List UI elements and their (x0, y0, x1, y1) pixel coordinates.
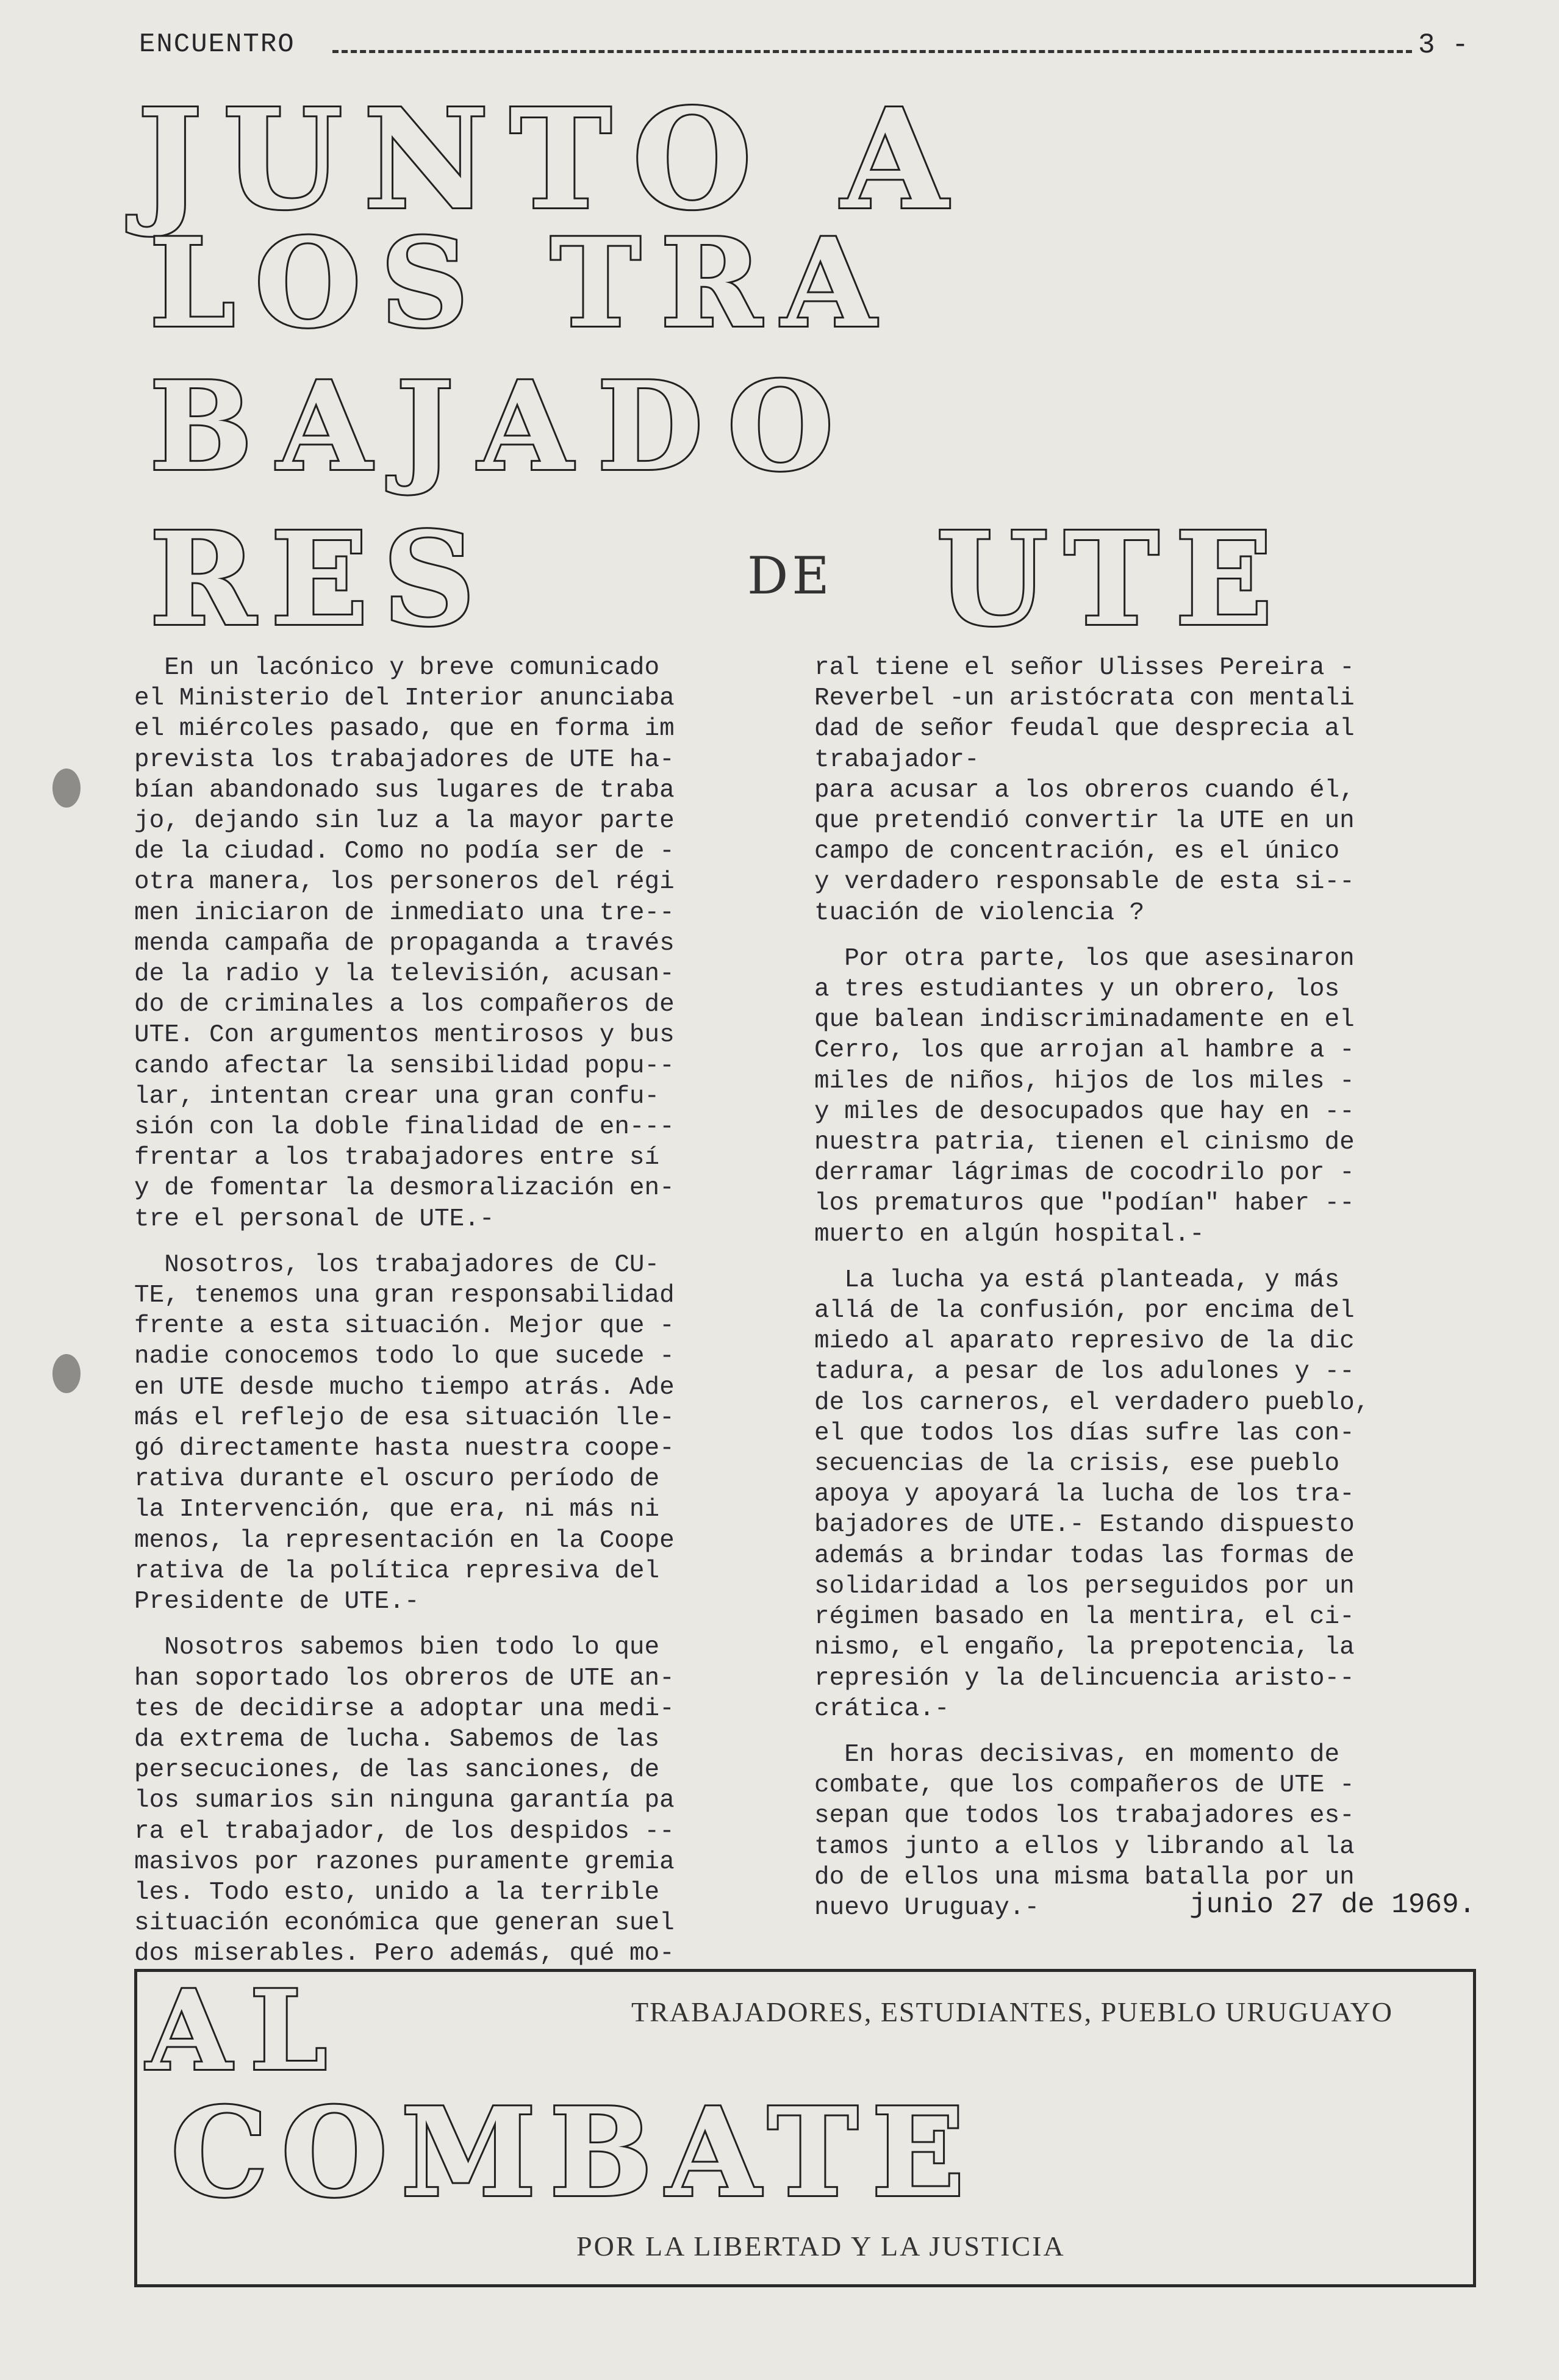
right-paragraph-line: La lucha ya está planteada, y más (814, 1266, 1340, 1294)
right-paragraph-line: nuevo Uruguay.- (814, 1893, 1040, 1922)
left-paragraph-line: frentar a los trabajadores entre sí (134, 1144, 660, 1172)
right-paragraph-line: apoya y apoyará la lucha de los tra- (814, 1480, 1355, 1509)
left-paragraph-line: rativa durante el oscuro período de (134, 1465, 660, 1494)
punch-hole-top (52, 769, 81, 808)
left-paragraph-line: En un lacónico y breve comunicado (134, 654, 660, 682)
left-paragraph-1 (134, 653, 675, 1235)
publication-name: ENCUENTRO (139, 29, 295, 60)
right-paragraph-line: solidaridad a los perseguidos por un (814, 1572, 1355, 1600)
left-paragraph-line: otra manera, los personeros del régi (134, 868, 675, 897)
left-paragraph-2 (134, 1250, 675, 1617)
right-paragraph-line: do de ellos una misma batalla por un (814, 1863, 1355, 1891)
right-paragraph-line: allá de la confusión, por encima del (814, 1297, 1355, 1325)
left-paragraph-line: la Intervención, que era, ni más ni (134, 1496, 660, 1524)
left-paragraph-line: ra el trabajador, de los despidos -- (134, 1817, 675, 1846)
left-paragraph-line: los sumarios sin ninguna garantía pa (134, 1787, 675, 1815)
left-paragraph-line: do de criminales a los compañeros de (134, 991, 675, 1019)
left-paragraph-line: Presidente de UTE.- (134, 1588, 420, 1616)
left-paragraph-line: menos, la representación en la Coope (134, 1526, 675, 1555)
headline-line-4-ute: UTE (936, 504, 1289, 654)
right-paragraph-line: los prematuros que "podían" haber -- (814, 1189, 1355, 1218)
right-paragraph-line: nuestra patria, tienen el cinismo de (814, 1128, 1355, 1157)
headline-line-1: JUNTO A (137, 79, 969, 240)
right-paragraph-line: además a brindar todas las formas de (814, 1541, 1355, 1570)
left-paragraph-line: les. Todo esto, unido a la terrible (134, 1878, 660, 1907)
right-paragraph-line: miedo al aparato represivo de la dic (814, 1327, 1355, 1356)
right-paragraph-line: muerto en algún hospital.- (814, 1220, 1205, 1249)
left-paragraph-line: prevista los trabajadores de UTE ha- (134, 745, 675, 774)
punch-hole-bottom (52, 1354, 81, 1393)
left-paragraph-line: han soportado los obreros de UTE an- (134, 1664, 675, 1693)
left-paragraph-line: TE, tenemos una gran responsabilidad (134, 1281, 675, 1310)
headline-line-2: LOS TRA (149, 212, 896, 355)
headline-line-4-res: RES (149, 504, 490, 654)
left-paragraph-line: dos miserables. Pero además, qué mo- (134, 1940, 675, 1968)
slogan-subtitle: TRABAJADORES, ESTUDIANTES, PUEBLO URUGUAYO (631, 1996, 1393, 2027)
right-paragraph-line: campo de concentración, es el único (814, 837, 1340, 866)
right-paragraph-line: que pretendió convertir la UTE en un (814, 807, 1355, 836)
left-paragraph-line: sión con la doble finalidad de en--- (134, 1113, 675, 1142)
left-paragraph-line: frente a esta situación. Mejor que - (134, 1312, 675, 1341)
right-paragraph-line: crática.- (814, 1694, 950, 1723)
right-paragraph-line: trabajador- (814, 745, 980, 774)
left-paragraph-line: lar, intentan crear una gran confu- (134, 1082, 675, 1111)
right-paragraph-line: ral tiene el señor Ulisses Pereira - (814, 654, 1355, 682)
right-paragraph-line: para acusar a los obreros cuando él, (814, 776, 1355, 805)
article-date: junio 27 de 1969. (1189, 1889, 1476, 1921)
right-paragraph-line: secuencias de la crisis, ese pueblo (814, 1450, 1340, 1479)
left-paragraph-line: situación económica que generan suel (134, 1909, 675, 1938)
headline-line-3: BAJADO (149, 355, 858, 498)
left-paragraph-line: tre el personal de UTE.- (134, 1205, 495, 1233)
left-paragraph-line: de la ciudad. Como no podía ser de - (134, 837, 675, 866)
left-paragraph-line: da extrema de lucha. Sabemos de las (134, 1725, 660, 1754)
right-paragraph-line: y verdadero responsable de esta si-- (814, 868, 1355, 897)
right-paragraph-line: combate, que los compañeros de UTE - (814, 1771, 1355, 1800)
right-paragraph-line: Cerro, los que arrojan al hambre a - (814, 1036, 1355, 1065)
left-paragraph-line: Nosotros, los trabajadores de CU- (134, 1250, 660, 1279)
slogan-combate: COMBATE (171, 2081, 978, 2224)
right-paragraph-line: represión y la delincuencia aristo-- (814, 1664, 1355, 1693)
right-paragraph-line: el que todos los días sufre las con- (814, 1419, 1355, 1447)
right-paragraph-1 (814, 653, 1369, 928)
left-paragraph-line: tes de decidirse a adoptar una medi- (134, 1694, 675, 1723)
left-paragraph-line: cando afectar la sensibilidad popu-- (134, 1052, 675, 1080)
left-paragraph-line: rativa de la política represiva del (134, 1557, 660, 1585)
left-paragraph-line: masivos por razones puramente gremia (134, 1848, 675, 1876)
header-rule (332, 50, 1412, 53)
slogan-tagline: POR LA LIBERTAD Y LA JUSTICIA (576, 2231, 1066, 2262)
right-paragraph-line: derramar lágrimas de cocodrilo por - (814, 1159, 1355, 1188)
right-paragraph-line: dad de señor feudal que desprecia al (814, 715, 1355, 744)
right-paragraph-line: nismo, el engaño, la prepotencia, la (814, 1633, 1355, 1662)
left-paragraph-line: en UTE desde mucho tiempo atrás. Ade (134, 1373, 675, 1402)
left-paragraph-line: y de fomentar la desmoralización en- (134, 1174, 675, 1203)
right-paragraph-line: régimen basado en la mentira, el ci- (814, 1603, 1355, 1632)
page-number: 3 - (1418, 29, 1469, 61)
left-paragraph-line: el Ministerio del Interior anunciaba (134, 684, 675, 713)
left-paragraph-line: gó directamente hasta nuestra coope- (134, 1435, 675, 1463)
left-paragraph-line: UTE. Con argumentos mentirosos y bus (134, 1021, 675, 1050)
left-paragraph-line: menda campaña de propaganda a través (134, 929, 675, 958)
article-left-column (134, 653, 675, 1970)
right-paragraph-line: sepan que todos los trabajadores es- (814, 1802, 1355, 1830)
right-paragraph-3 (814, 1265, 1369, 1724)
left-paragraph-line: jo, dejando sin luz a la mayor parte (134, 807, 675, 836)
right-paragraph-line: Reverbel -un aristócrata con mentali (814, 684, 1355, 713)
left-paragraph-line: men iniciaron de inmediato una tre-- (134, 898, 675, 927)
right-paragraph-line: bajadores de UTE.- Estando dispuesto (814, 1511, 1355, 1539)
left-paragraph-line: Nosotros sabemos bien todo lo que (134, 1633, 660, 1662)
right-paragraph-line: y miles de desocupados que hay en -- (814, 1097, 1355, 1126)
right-paragraph-line: de los carneros, el verdadero pueblo, (814, 1388, 1370, 1417)
slogan-al: AL (146, 1966, 346, 2095)
right-paragraph-line: a tres estudiantes y un obrero, los (814, 975, 1340, 1004)
headline-de: DE (747, 546, 833, 606)
right-paragraph-2 (814, 944, 1369, 1250)
article-right-column (814, 653, 1369, 1923)
right-paragraph-line: miles de niños, hijos de los miles - (814, 1067, 1355, 1095)
right-paragraph-line: En horas decisivas, en momento de (814, 1740, 1340, 1769)
left-paragraph-line: bían abandonado sus lugares de traba (134, 776, 675, 805)
left-paragraph-line: de la radio y la televisión, acusan- (134, 960, 675, 989)
left-paragraph-line: más el reflejo de esa situación lle- (134, 1403, 675, 1432)
right-paragraph-line: tadura, a pesar de los adulones y -- (814, 1358, 1355, 1386)
right-paragraph-line: tuación de violencia ? (814, 898, 1145, 927)
right-paragraph-line: tamos junto a ellos y librando al la (814, 1832, 1355, 1861)
left-paragraph-line: persecuciones, de las sanciones, de (134, 1756, 660, 1785)
left-paragraph-3 (134, 1632, 675, 1969)
right-paragraph-line: que balean indiscriminadamente en el (814, 1006, 1355, 1034)
left-paragraph-line: nadie conocemos todo lo que sucede - (134, 1342, 675, 1371)
right-paragraph-line: Por otra parte, los que asesinaron (814, 944, 1355, 973)
left-paragraph-line: el miércoles pasado, que en forma im (134, 715, 675, 744)
